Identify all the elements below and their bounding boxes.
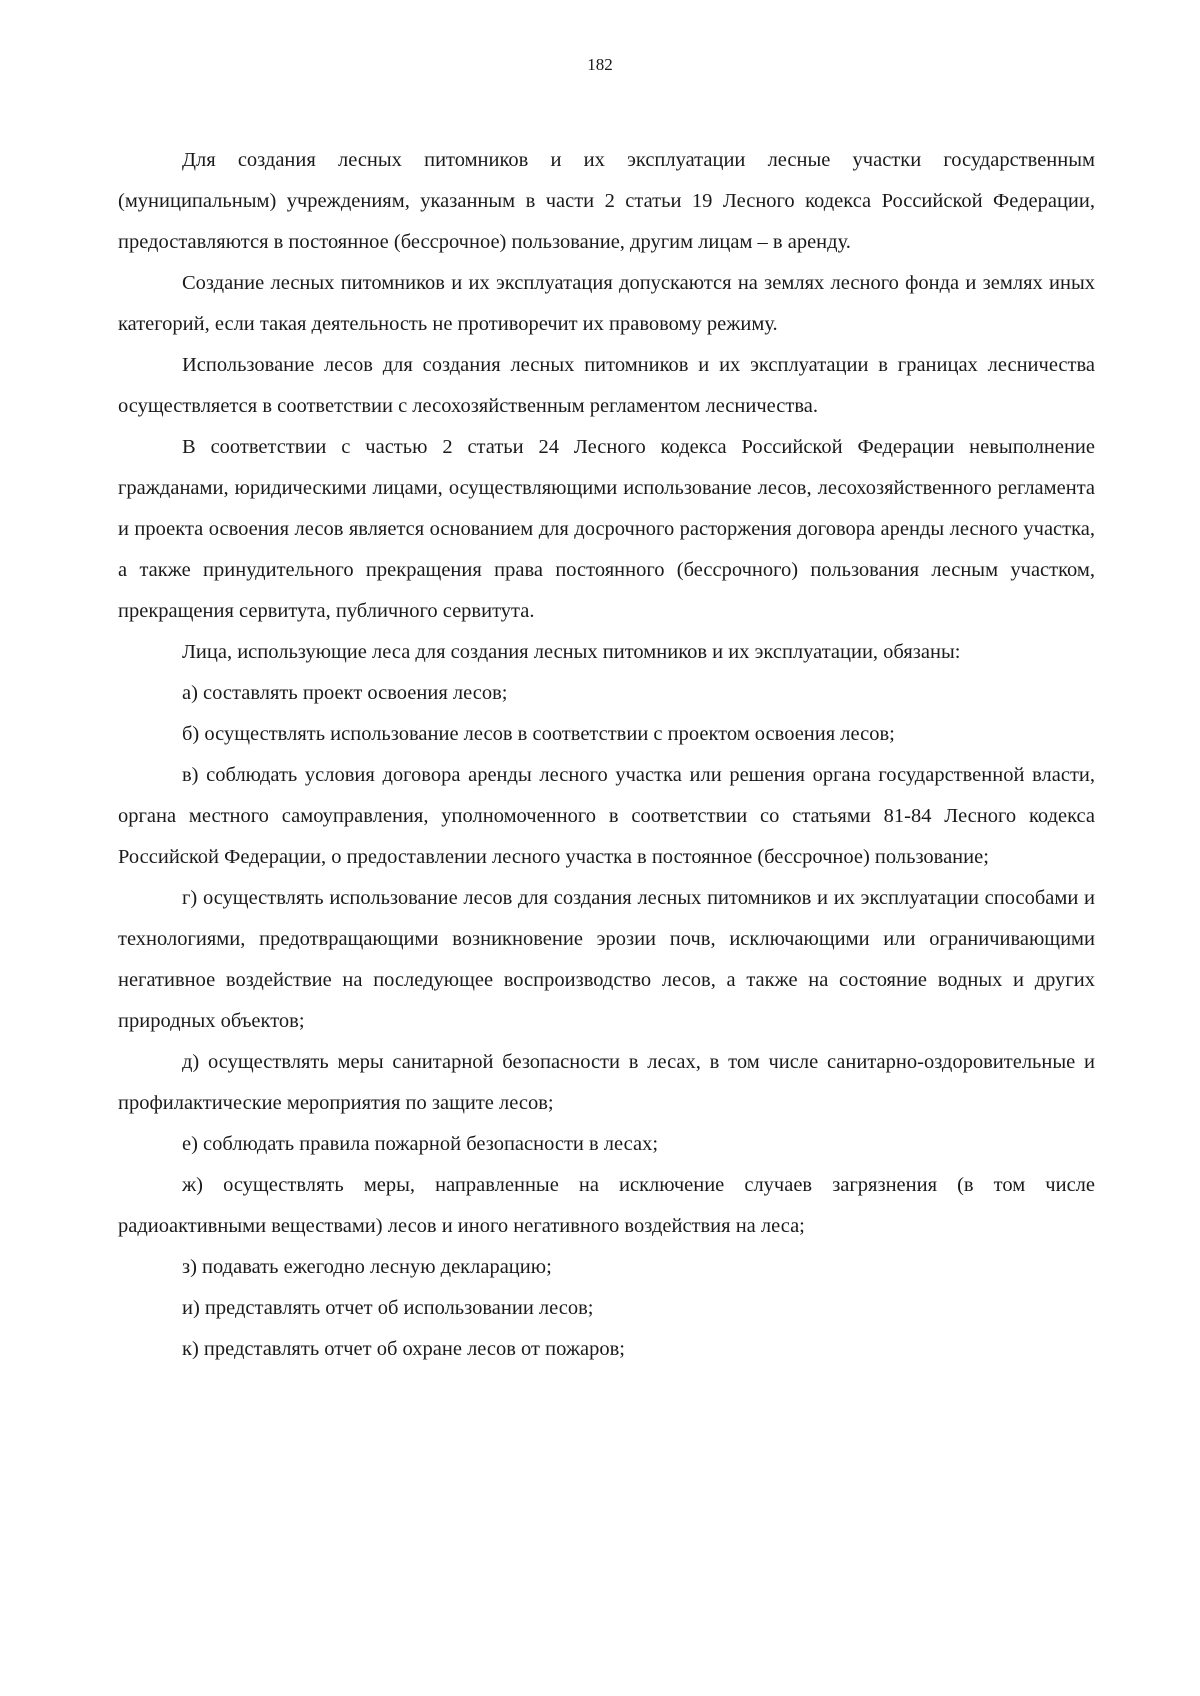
paragraph-nurseries-land-categories: Создание лесных питомников и их эксплуатация допускаются на землях лесного фонда и землях иных категорий, если такая деятельность не противоречит их правовому режиму. bbox=[118, 272, 1095, 335]
list-item-k: к) представлять отчет об охране лесов от пожаров; bbox=[182, 1338, 625, 1360]
list-item-e: е) соблюдать правила пожарной безопасности в лесах; bbox=[182, 1133, 659, 1155]
list-item-z: з) подавать ежегодно лесную декларацию; bbox=[182, 1256, 552, 1278]
list-item-d: д) осуществлять меры санитарной безопасности в лесах, в том числе санитарно-оздоровительные и профилактические мероприятия по защите лесов; bbox=[118, 1051, 1095, 1114]
list-item-i: и) представлять отчет об использовании лесов; bbox=[182, 1297, 594, 1319]
paragraph-contract-termination: В соответствии с частью 2 статьи 24 Лесного кодекса Российской Федерации невыполнение гражданами, юридическими лицами, осуществляющими использование лесов, лесохозяйственного регламента и проекта освоения лесов является основанием для досрочного расторжения договора аренды лесного участка, а также принудительного прекращения права постоянного (бессрочного) пользования лесным участком, прекращения сервитута, публичного сервитута. bbox=[118, 436, 1095, 622]
list-item-zh: ж) осуществлять меры, направленные на исключение случаев загрязнения (в том числе радиоактивными веществами) лесов и иного негативного воздействия на леса; bbox=[118, 1174, 1095, 1237]
list-item-g: г) осуществлять использование лесов для создания лесных питомников и их эксплуатации способами и технологиями, предотвращающими возникновение эрозии почв, исключающими или ограничивающими негативное воздействие на последующее воспроизводство лесов, а также на состояние водных и других природных объектов; bbox=[118, 887, 1095, 1032]
list-item-b: б) осуществлять использование лесов в соответствии с проектом освоения лесов; bbox=[182, 723, 895, 745]
page-number: 182 bbox=[587, 55, 613, 74]
paragraph-nurseries-land-provision: Для создания лесных питомников и их эксплуатации лесные участки государственным (муниципальным) учреждениям, указанным в части 2 статьи 19 Лесного кодекса Российской Федерации, предоставляются в постоянное (бессрочное) пользование, другим лицам – в аренду. bbox=[118, 149, 1095, 253]
paragraph-obligations-intro: Лица, использующие леса для создания лесных питомников и их эксплуатации, обязаны: bbox=[182, 641, 961, 663]
list-item-v: в) соблюдать условия договора аренды лесного участка или решения органа государственной власти, органа местного самоуправления, уполномоченного в соответствии со статьями 81-84 Лесного кодекса Российской Федерации, о предоставлении лесного участка в постоянное (бессрочное) пользование; bbox=[118, 764, 1095, 868]
paragraph-forestry-regulation: Использование лесов для создания лесных питомников и их эксплуатации в границах лесничества осуществляется в соответствии с лесохозяйственным регламентом лесничества. bbox=[118, 354, 1095, 417]
document-body bbox=[118, 140, 1095, 1370]
list-item-a: а) составлять проект освоения лесов; bbox=[182, 682, 508, 704]
